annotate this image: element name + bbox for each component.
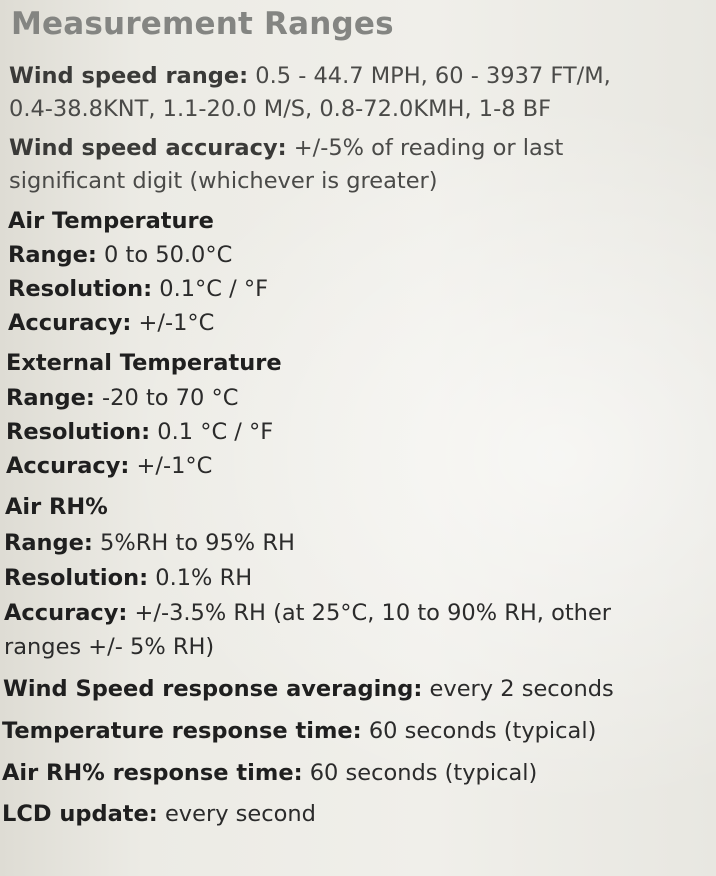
air-temperature-heading: Air Temperature: [8, 208, 214, 234]
external-temperature-accuracy-label: Accuracy:: [6, 453, 130, 479]
wind-accuracy-line-1: [9, 133, 563, 163]
temperature-response-value: 60 seconds (typical): [361, 718, 597, 744]
air-rh-heading: Air RH%: [5, 494, 108, 520]
air-rh-accuracy-label: Accuracy:: [4, 600, 128, 626]
air-rh-range-value: 5%RH to 95% RH: [92, 530, 295, 556]
wind-accuracy-line-2: significant digit (whichever is greater): [9, 168, 438, 194]
external-temperature-resolution-value: 0.1 °C / °F: [150, 419, 274, 445]
wind-response-label: Wind Speed response averaging:: [3, 676, 423, 702]
rh-response-value: 60 seconds (typical): [302, 760, 538, 786]
air-rh-resolution: [4, 563, 252, 593]
external-temperature-heading: External Temperature: [6, 350, 282, 376]
wind-range-label: Wind speed range:: [9, 63, 249, 89]
wind-range-value-1: 0.5 - 44.7 MPH, 60 - 3937 FT/M,: [248, 63, 611, 89]
air-temperature-accuracy: [8, 308, 214, 338]
wind-response-line: [3, 674, 614, 704]
external-temperature-resolution-label: Resolution:: [6, 419, 151, 445]
air-rh-resolution-label: Resolution:: [4, 565, 149, 591]
external-temperature-range: [6, 383, 238, 413]
air-temperature-resolution: [8, 274, 268, 304]
external-temperature-resolution: [6, 417, 273, 447]
lcd-update-label: LCD update:: [2, 801, 158, 827]
air-temperature-accuracy-value: +/-1°C: [131, 310, 215, 336]
air-rh-accuracy-value-1: +/-3.5% RH (at 25°C, 10 to 90% RH, other: [127, 600, 612, 626]
temperature-response-line: [2, 716, 596, 746]
external-temperature-range-value: -20 to 70 °C: [94, 385, 239, 411]
wind-accuracy-value-1: +/-5% of reading or last: [286, 135, 564, 161]
external-temperature-accuracy: [6, 451, 212, 481]
air-rh-range-label: Range:: [4, 530, 93, 556]
rh-response-line: [2, 758, 537, 788]
air-temperature-resolution-value: 0.1°C / °F: [152, 276, 269, 302]
wind-range-line-1: [9, 61, 611, 91]
lcd-update-line: [2, 799, 316, 829]
air-rh-accuracy-line-2: ranges +/- 5% RH): [4, 634, 215, 660]
rh-response-label: Air RH% response time:: [2, 760, 303, 786]
air-temperature-range-value: 0 to 50.0°C: [96, 242, 233, 268]
air-temperature-resolution-label: Resolution:: [8, 276, 153, 302]
external-temperature-accuracy-value: +/-1°C: [129, 453, 213, 479]
air-temperature-accuracy-label: Accuracy:: [8, 310, 132, 336]
lcd-update-value: every second: [157, 801, 316, 827]
wind-response-value: every 2 seconds: [422, 676, 614, 702]
wind-accuracy-label: Wind speed accuracy:: [9, 135, 287, 161]
air-rh-accuracy-line-1: [4, 598, 611, 628]
air-temperature-range: [8, 240, 232, 270]
air-rh-resolution-value: 0.1% RH: [148, 565, 253, 591]
section-title: Measurement Ranges: [11, 6, 394, 42]
air-temperature-range-label: Range:: [8, 242, 97, 268]
temperature-response-label: Temperature response time:: [2, 718, 362, 744]
wind-range-line-2: 0.4-38.8KNT, 1.1-20.0 M/S, 0.8-72.0KMH, 1-8 BF: [9, 96, 552, 122]
external-temperature-range-label: Range:: [6, 385, 95, 411]
air-rh-range: [4, 528, 295, 558]
